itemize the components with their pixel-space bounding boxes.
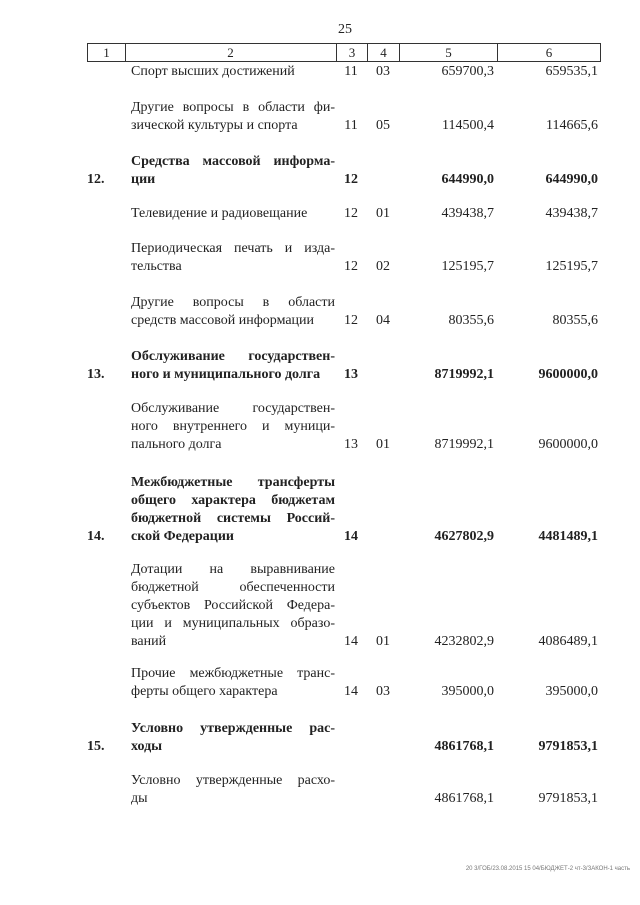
row-name-line: ции xyxy=(131,172,156,187)
row-name-line: Телевидение и радиовещание xyxy=(131,206,308,221)
section-number: 12. xyxy=(87,172,105,187)
row-name-line: ды xyxy=(131,791,148,806)
amount-col-6: 125195,7 xyxy=(545,259,598,274)
amount-col-5: 439438,7 xyxy=(441,206,494,221)
amount-col-5: 8719992,1 xyxy=(434,437,494,452)
row-name-line: пального долга xyxy=(131,437,222,452)
row-name-line: ваний xyxy=(131,634,167,649)
amount-col-5: 114500,4 xyxy=(442,118,494,133)
amount-col-6: 114665,6 xyxy=(546,118,598,133)
row-name-line: ции и муниципальных образо- xyxy=(131,616,335,631)
row-name xyxy=(131,153,335,189)
row-name xyxy=(131,474,335,546)
row-name-line: бюджетной системы Россий- xyxy=(131,511,335,526)
subsection-code: 03 xyxy=(376,684,390,699)
row-name xyxy=(131,240,335,276)
amount-col-5: 80355,6 xyxy=(448,313,494,328)
section-code: 11 xyxy=(344,118,358,133)
section-code: 12 xyxy=(344,313,358,328)
row-name-line: Межбюджетные трансферты xyxy=(131,475,335,490)
subsection-code: 01 xyxy=(376,437,390,452)
footer-note: 20 3/ГОБ/23.08.2015 15 04/БЮДЖЕТ-2 чт-3/ЗАКОН-1 часть xyxy=(465,866,630,872)
section-number: 13. xyxy=(87,367,105,382)
amount-col-6: 4086489,1 xyxy=(538,634,598,649)
section-code: 12 xyxy=(344,259,358,274)
row-name xyxy=(131,665,335,701)
row-name-line: бюджетной обеспеченности xyxy=(131,580,335,595)
section-code: 13 xyxy=(344,437,358,452)
row-name-line: ферты общего характера xyxy=(131,684,278,699)
row-name xyxy=(131,63,335,81)
amount-col-6: 80355,6 xyxy=(552,313,598,328)
row-name-line: средств массовой информации xyxy=(131,313,315,328)
row-name xyxy=(131,99,335,135)
header-col-5: 5 xyxy=(400,43,498,62)
row-name-line: Обслуживание государствен- xyxy=(131,349,335,364)
row-name-line: зической культуры и спорта xyxy=(131,118,298,133)
row-name-line: общего характера бюджетам xyxy=(131,493,335,508)
amount-col-5: 125195,7 xyxy=(441,259,494,274)
amount-col-5: 659700,3 xyxy=(441,64,494,79)
subsection-code: 01 xyxy=(376,634,390,649)
amount-col-6: 439438,7 xyxy=(545,206,598,221)
row-name-line: Другие вопросы в области фи- xyxy=(131,100,335,115)
amount-col-5: 8719992,1 xyxy=(434,367,494,382)
subsection-code: 03 xyxy=(376,64,390,79)
amount-col-5: 644990,0 xyxy=(441,172,494,187)
header-col-4: 4 xyxy=(368,43,400,62)
amount-col-5: 4861768,1 xyxy=(434,791,494,806)
subsection-code: 02 xyxy=(376,259,390,274)
section-number: 14. xyxy=(87,529,105,544)
row-name-line: Другие вопросы в области xyxy=(131,295,335,310)
row-name-line: Спорт высших достижений xyxy=(131,64,295,79)
row-name-line: Обслуживание государствен- xyxy=(131,401,335,416)
row-name-line: ской Федерации xyxy=(131,529,234,544)
section-code: 11 xyxy=(344,64,358,79)
amount-col-6: 9600000,0 xyxy=(538,367,598,382)
row-name xyxy=(131,205,335,223)
row-name-line: ного внутреннего и муници- xyxy=(131,419,335,434)
page-number: 25 xyxy=(338,22,352,37)
section-code: 12 xyxy=(344,206,358,221)
row-name-line: Условно утвержденные расхо- xyxy=(131,773,335,788)
subsection-code: 04 xyxy=(376,313,390,328)
subsection-code: 05 xyxy=(376,118,390,133)
row-name-line: Средства массовой информа- xyxy=(131,154,335,169)
row-name xyxy=(131,294,335,330)
section-code: 12 xyxy=(344,172,358,187)
amount-col-6: 4481489,1 xyxy=(538,529,598,544)
amount-col-6: 9791853,1 xyxy=(538,791,598,806)
amount-col-5: 395000,0 xyxy=(441,684,494,699)
header-col-1: 1 xyxy=(87,43,126,62)
row-name-line: ходы xyxy=(131,739,163,754)
amount-col-6: 644990,0 xyxy=(545,172,598,187)
row-name-line: тельства xyxy=(131,259,182,274)
row-name xyxy=(131,400,335,454)
section-code: 13 xyxy=(344,367,358,382)
amount-col-6: 659535,1 xyxy=(545,64,598,79)
section-code: 14 xyxy=(344,634,358,649)
row-name xyxy=(131,772,335,808)
section-code: 14 xyxy=(344,684,358,699)
section-code: 14 xyxy=(344,529,358,544)
row-name-line: субъектов Российской Федера- xyxy=(131,598,335,613)
subsection-code: 01 xyxy=(376,206,390,221)
amount-col-6: 395000,0 xyxy=(545,684,598,699)
row-name xyxy=(131,348,335,384)
amount-col-5: 4861768,1 xyxy=(434,739,494,754)
amount-col-6: 9791853,1 xyxy=(538,739,598,754)
section-number: 15. xyxy=(87,739,105,754)
amount-col-5: 4627802,9 xyxy=(434,529,494,544)
row-name-line: Периодическая печать и изда- xyxy=(131,241,335,256)
row-name-line: Условно утвержденные рас- xyxy=(131,721,335,736)
header-col-6: 6 xyxy=(498,43,601,62)
row-name xyxy=(131,720,335,756)
amount-col-6: 9600000,0 xyxy=(538,437,598,452)
row-name-line: Дотации на выравнивание xyxy=(131,562,335,577)
header-col-3: 3 xyxy=(337,43,368,62)
row-name-line: Прочие межбюджетные транс- xyxy=(131,666,335,681)
row-name-line: ного и муниципального долга xyxy=(131,367,321,382)
header-col-2: 2 xyxy=(125,43,337,62)
row-name xyxy=(131,561,335,651)
amount-col-5: 4232802,9 xyxy=(434,634,494,649)
